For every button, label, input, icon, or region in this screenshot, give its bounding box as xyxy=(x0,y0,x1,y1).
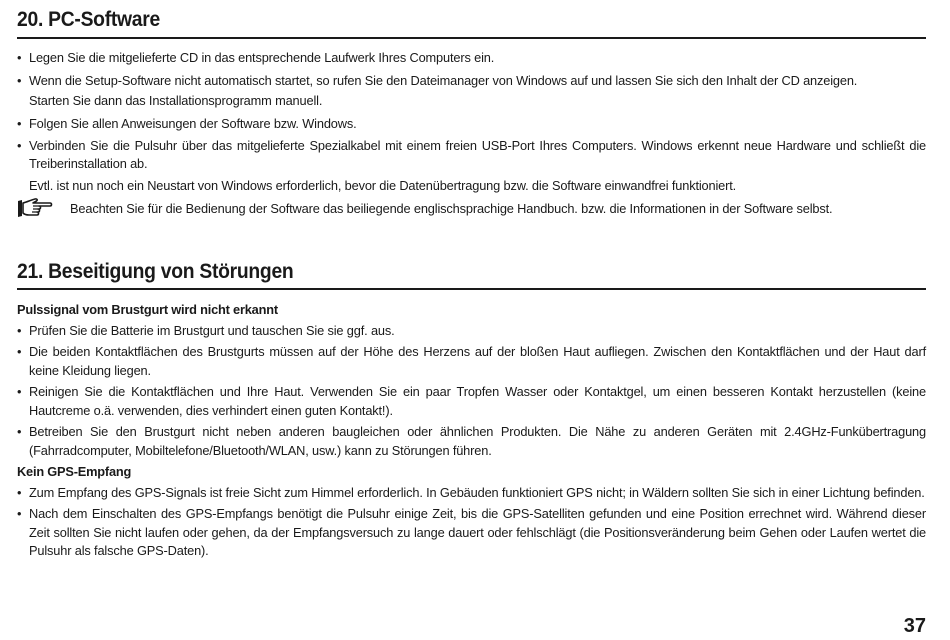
bullet-symbol: • xyxy=(17,73,22,88)
list-item xyxy=(17,114,926,134)
continuation-text: Evtl. ist nun noch ein Neustart von Windows erforderlich, bevor die Datenübertragung bzw. die Software einwandfrei funktioniert. xyxy=(29,178,737,193)
list-item xyxy=(17,48,926,68)
list-item xyxy=(17,137,926,173)
list-item-text: Zum Empfang des GPS-Signals ist freie Sicht zum Himmel erforderlich. In Gebäuden funktioniert GPS nicht; in Wäldern sollten Sie sich in einer Lichtung befinden. xyxy=(29,484,925,500)
list-item-text: Folgen Sie allen Anweisungen der Software bzw. Windows. xyxy=(29,116,357,131)
bullet-symbol: • xyxy=(17,384,22,399)
list-item-text: Prüfen Sie die Batterie im Brustgurt und tauschen Sie sie ggf. aus. xyxy=(29,322,395,338)
list-item-text: Verbinden Sie die Pulsuhr über das mitgelieferte Spezialkabel mit einem freien USB-Port Ihres Computers. Windows erkennt neue Hardware und schließt die Treiberinstallation ab. xyxy=(29,138,926,171)
section-20-title: 20. PC-Software xyxy=(17,8,160,31)
list-item xyxy=(17,484,926,503)
bullet-symbol: • xyxy=(17,116,22,131)
section-21-rule xyxy=(17,288,926,290)
list-item-text: Legen Sie die mitgelieferte CD in das entsprechende Laufwerk Ihres Computers ein. xyxy=(29,50,495,65)
subsection-heading: Kein GPS-Empfang xyxy=(17,464,132,479)
list-item-text: Nach dem Einschalten des GPS-Empfangs benötigt die Pulsuhr einige Zeit, bis die GPS-Satelliten gefunden und eine Position errechnet wird. Während dieser Zeit sollten Sie nicht laufen oder gehen, da der Empfangsversuch zu lange dauert oder fehlschlägt (die Positionsveränderung beim Gehen oder Laufen wertet die Pulsuhr als falsche GPS-Daten). xyxy=(29,506,926,558)
bullet-symbol: • xyxy=(17,138,22,153)
page-number: 37 xyxy=(903,615,926,637)
section-21-title: 21. Beseitigung von Störungen xyxy=(17,260,294,283)
list-item xyxy=(17,343,926,380)
note-text: Beachten Sie für die Bedienung der Software das beiliegende englischsprachige Handbuch. bzw. die Informationen in der Software selbst. xyxy=(70,201,833,216)
bullet-symbol: • xyxy=(17,50,22,65)
list-item-text: Reinigen Sie die Kontaktflächen und Ihre Haut. Verwenden Sie ein paar Tropfen Wasser oder Kontaktgel, um einen besseren Kontakt herzustellen (keine Hautcreme o.ä. verwenden, dies verhindert einen guten Kontakt!). xyxy=(29,384,926,418)
list-item xyxy=(17,71,926,91)
bullet-symbol: • xyxy=(17,344,22,359)
bullet-symbol: • xyxy=(17,424,22,439)
continuation-text: Starten Sie dann das Installationsprogramm manuell. xyxy=(29,93,323,108)
subsection-heading: Pulssignal vom Brustgurt wird nicht erkannt xyxy=(17,302,278,317)
list-item-text: Betreiben Sie den Brustgurt nicht neben anderen baugleichen oder ähnlichen Produkten. Die Nähe zu anderen Geräten mit 2.4GHz-Funkübertragung (Fahrradcomputer, Mobiltelefone/Bluetooth/WLAN, usw.) kann zu Störungen führen. xyxy=(29,424,926,458)
list-item xyxy=(17,322,926,341)
bullet-symbol: • xyxy=(17,484,22,500)
pointing-hand-icon xyxy=(17,197,53,219)
bullet-symbol: • xyxy=(17,322,22,338)
list-item xyxy=(17,505,926,561)
section-20-content xyxy=(17,48,926,219)
note-block xyxy=(17,199,926,219)
list-item-text: Wenn die Setup-Software nicht automatisch startet, so rufen Sie den Dateimanager von Windows auf und lassen Sie sich den Inhalt der CD anzeigen. xyxy=(29,73,858,88)
list-item-text: Die beiden Kontaktflächen des Brustgurts müssen auf der Höhe des Herzens auf der bloßen Haut aufliegen. Zwischen den Kontaktflächen und der Haut darf keine Kleidung liegen. xyxy=(29,344,926,378)
bullet-symbol: • xyxy=(17,506,22,521)
list-item xyxy=(17,383,926,420)
section-21-content xyxy=(17,301,926,564)
section-20-rule xyxy=(17,37,926,39)
list-item xyxy=(17,423,926,460)
